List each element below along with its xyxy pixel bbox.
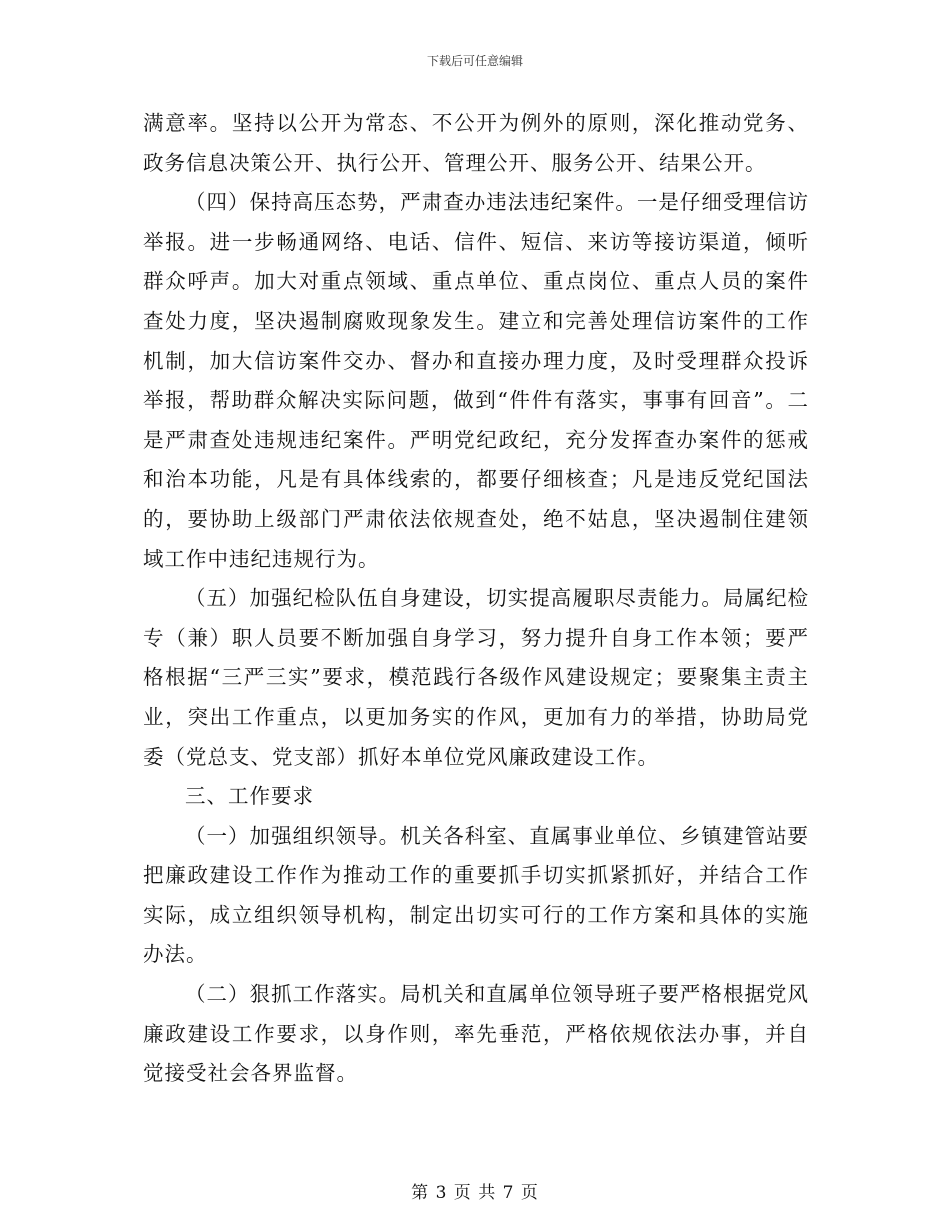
page-footer: 第 3 页 共 7 页 <box>411 1183 539 1203</box>
paragraph-section-5: （五）加强纪检队伍自身建设，切实提高履职尽责能力。局属纪检专（兼）职人员要不断加强自身学习，努力提升自身工作本领；要严格根据“三严三实”要求，模范践行各级作风建设规定；要聚集主责主业，突出工作重点，以更加务实的作风，更加有力的举措，协助局党委（党总支、党支部）抓好本单位党风廉政建设工作。 <box>143 586 809 769</box>
paragraph-continuation: 满意率。坚持以公开为常态、不公开为例外的原则，深化推动党务、政务信息决策公开、执行公开、管理公开、服务公开、结果公开。 <box>143 111 809 175</box>
document-body <box>143 104 809 1094</box>
section-heading-work-requirements: 三、工作要求 <box>185 784 314 809</box>
paragraph-requirement-2: （二）狠抓工作落实。局机关和直属单位领导班子要严格根据党风廉政建设工作要求，以身作则，率先垂范，严格依规依法办事，并自觉接受社会各界监督。 <box>143 982 809 1086</box>
paragraph-requirement-1: （一）加强组织领导。机关各科室、直属事业单位、乡镇建管站要把廉政建设工作作为推动工作的重要抓手切实抓紧抓好，并结合工作实际，成立组织领导机构，制定出切实可行的工作方案和具体的实施办法。 <box>143 823 809 967</box>
page-header: 下载后可任意编辑 <box>426 54 523 68</box>
paragraph-section-4: （四）保持高压态势，严肃查办违法违纪案件。一是仔细受理信访举报。进一步畅通网络、电话、信件、短信、来访等接访渠道，倾听群众呼声。加大对重点领域、重点单位、重点岗位、重点人员的案件查处力度，坚决遏制腐败现象发生。建立和完善处理信访案件的工作机制，加大信访案件交办、督办和直接办理力度，及时受理群众投诉举报，帮助群众解决实际问题，做到“件件有落实，事事有回音”。二是严肃查处违规违纪案件。严明党纪政纪，充分发挥查办案件的惩戒和治本功能，凡是有具体线索的，都要仔细核查；凡是违反党纪国法的，要协助上级部门严肃依法依规查处，绝不姑息，坚决遏制住建领域工作中违纪违规行为。 <box>143 190 809 571</box>
